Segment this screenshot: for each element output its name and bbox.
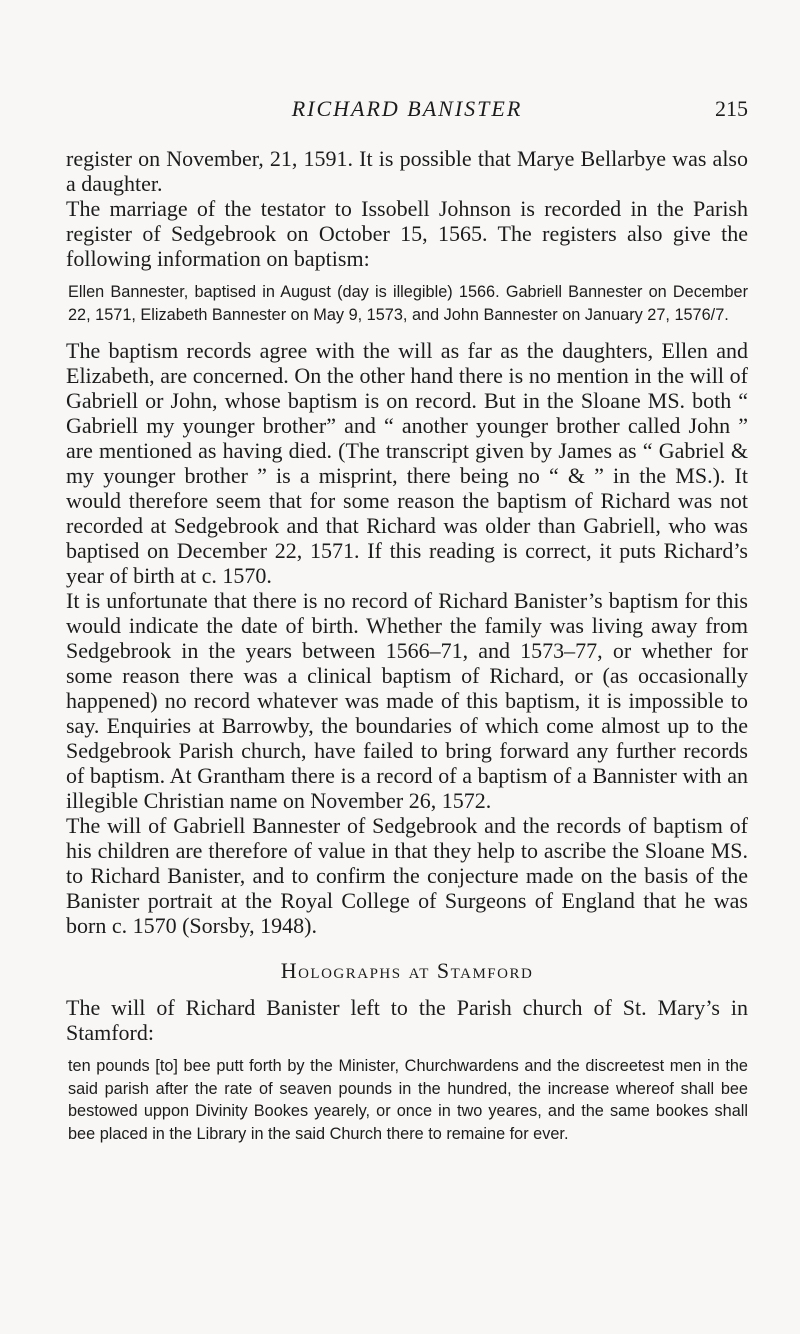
paragraph-conclusion: The will of Gabriell Bannester of Sedgebrook and the records of baptism of his children are therefore of value in that they help to ascribe the Sloane MS. to Richard Banister, and to confirm the conjecture made on the basis of the Banister portrait at the Royal College of Surgeons of England that he was born c. 1570 (Sorsby, 1948). — [66, 813, 748, 938]
page-number: 215 — [715, 96, 748, 121]
paragraph-marriage: The marriage of the testator to Issobell Johnson is recorded in the Parish register of Sedgebrook on October 15, 1565. The registers also give the following information on baptism: — [66, 196, 748, 271]
paragraph-no-record: It is unfortunate that there is no record of Richard Banister’s baptism for this would indicate the date of birth. Whether the family was living away from Sedgebrook in the years between 1566–71, and 1573–77, or whether for some reason there was a clinical baptism of Richard, or (as occasionally happened) no record whatever was made of this baptism, it is impossible to say. Enquiries at Barrowby, the boundaries of which come almost up to the Sedgebrook Parish church, have failed to bring forward any further records of baptism. At Grantham there is a record of a baptism of a Bannister with an illegible Christian name on November 26, 1572. — [66, 588, 748, 813]
section-heading: Holographs at Stamford — [280, 958, 534, 983]
paragraph-will: The will of Richard Banister left to the Parish church of St. Mary’s in Stamford: — [66, 995, 748, 1045]
paragraph-continuation: register on November, 21, 1591. It is possible that Marye Bellarbye was also a daughter. — [66, 146, 748, 196]
running-head — [66, 90, 748, 130]
paragraph-baptism-records: The baptism records agree with the will as far as the daughters, Ellen and Elizabeth, are concerned. On the other hand there is no mention in the will of Gabriell or John, whose baptism is on record. But in the Sloane MS. both “ Gabriell my younger brother” and “ another younger brother called John ” are mentioned as having died. (The transcript given by James as “ Gabriel & my younger brother ” is a misprint, there being no “ & ” in the MS.). It would therefore seem that for some reason the baptism of Richard was not recorded at Sedgebrook and that Richard was older than Gabriell, who was baptised on December 22, 1571. If this reading is correct, it puts Richard’s year of birth at c. 1570. — [66, 338, 748, 588]
will-quote: ten pounds [to] bee putt forth by the Minister, Churchwardens and the discreetest men in the said parish after the rate of seaven pounds in the hundred, the increase whereof shall bee bestowed uppon Divinity Bookes yearely, or once in two yeares, and the same bookes shall bee placed in the Library in the said Church there to remaine for ever. — [68, 1057, 748, 1143]
page-body — [66, 146, 748, 1145]
baptism-records-quote: Ellen Bannester, baptised in August (day is illegible) 1566. Gabriell Bannester on December 22, 1571, Elizabeth Bannester on May 9, 1573, and John Bannester on January 27, 1576/7. — [68, 283, 748, 324]
running-title: RICHARD BANISTER — [291, 96, 523, 121]
